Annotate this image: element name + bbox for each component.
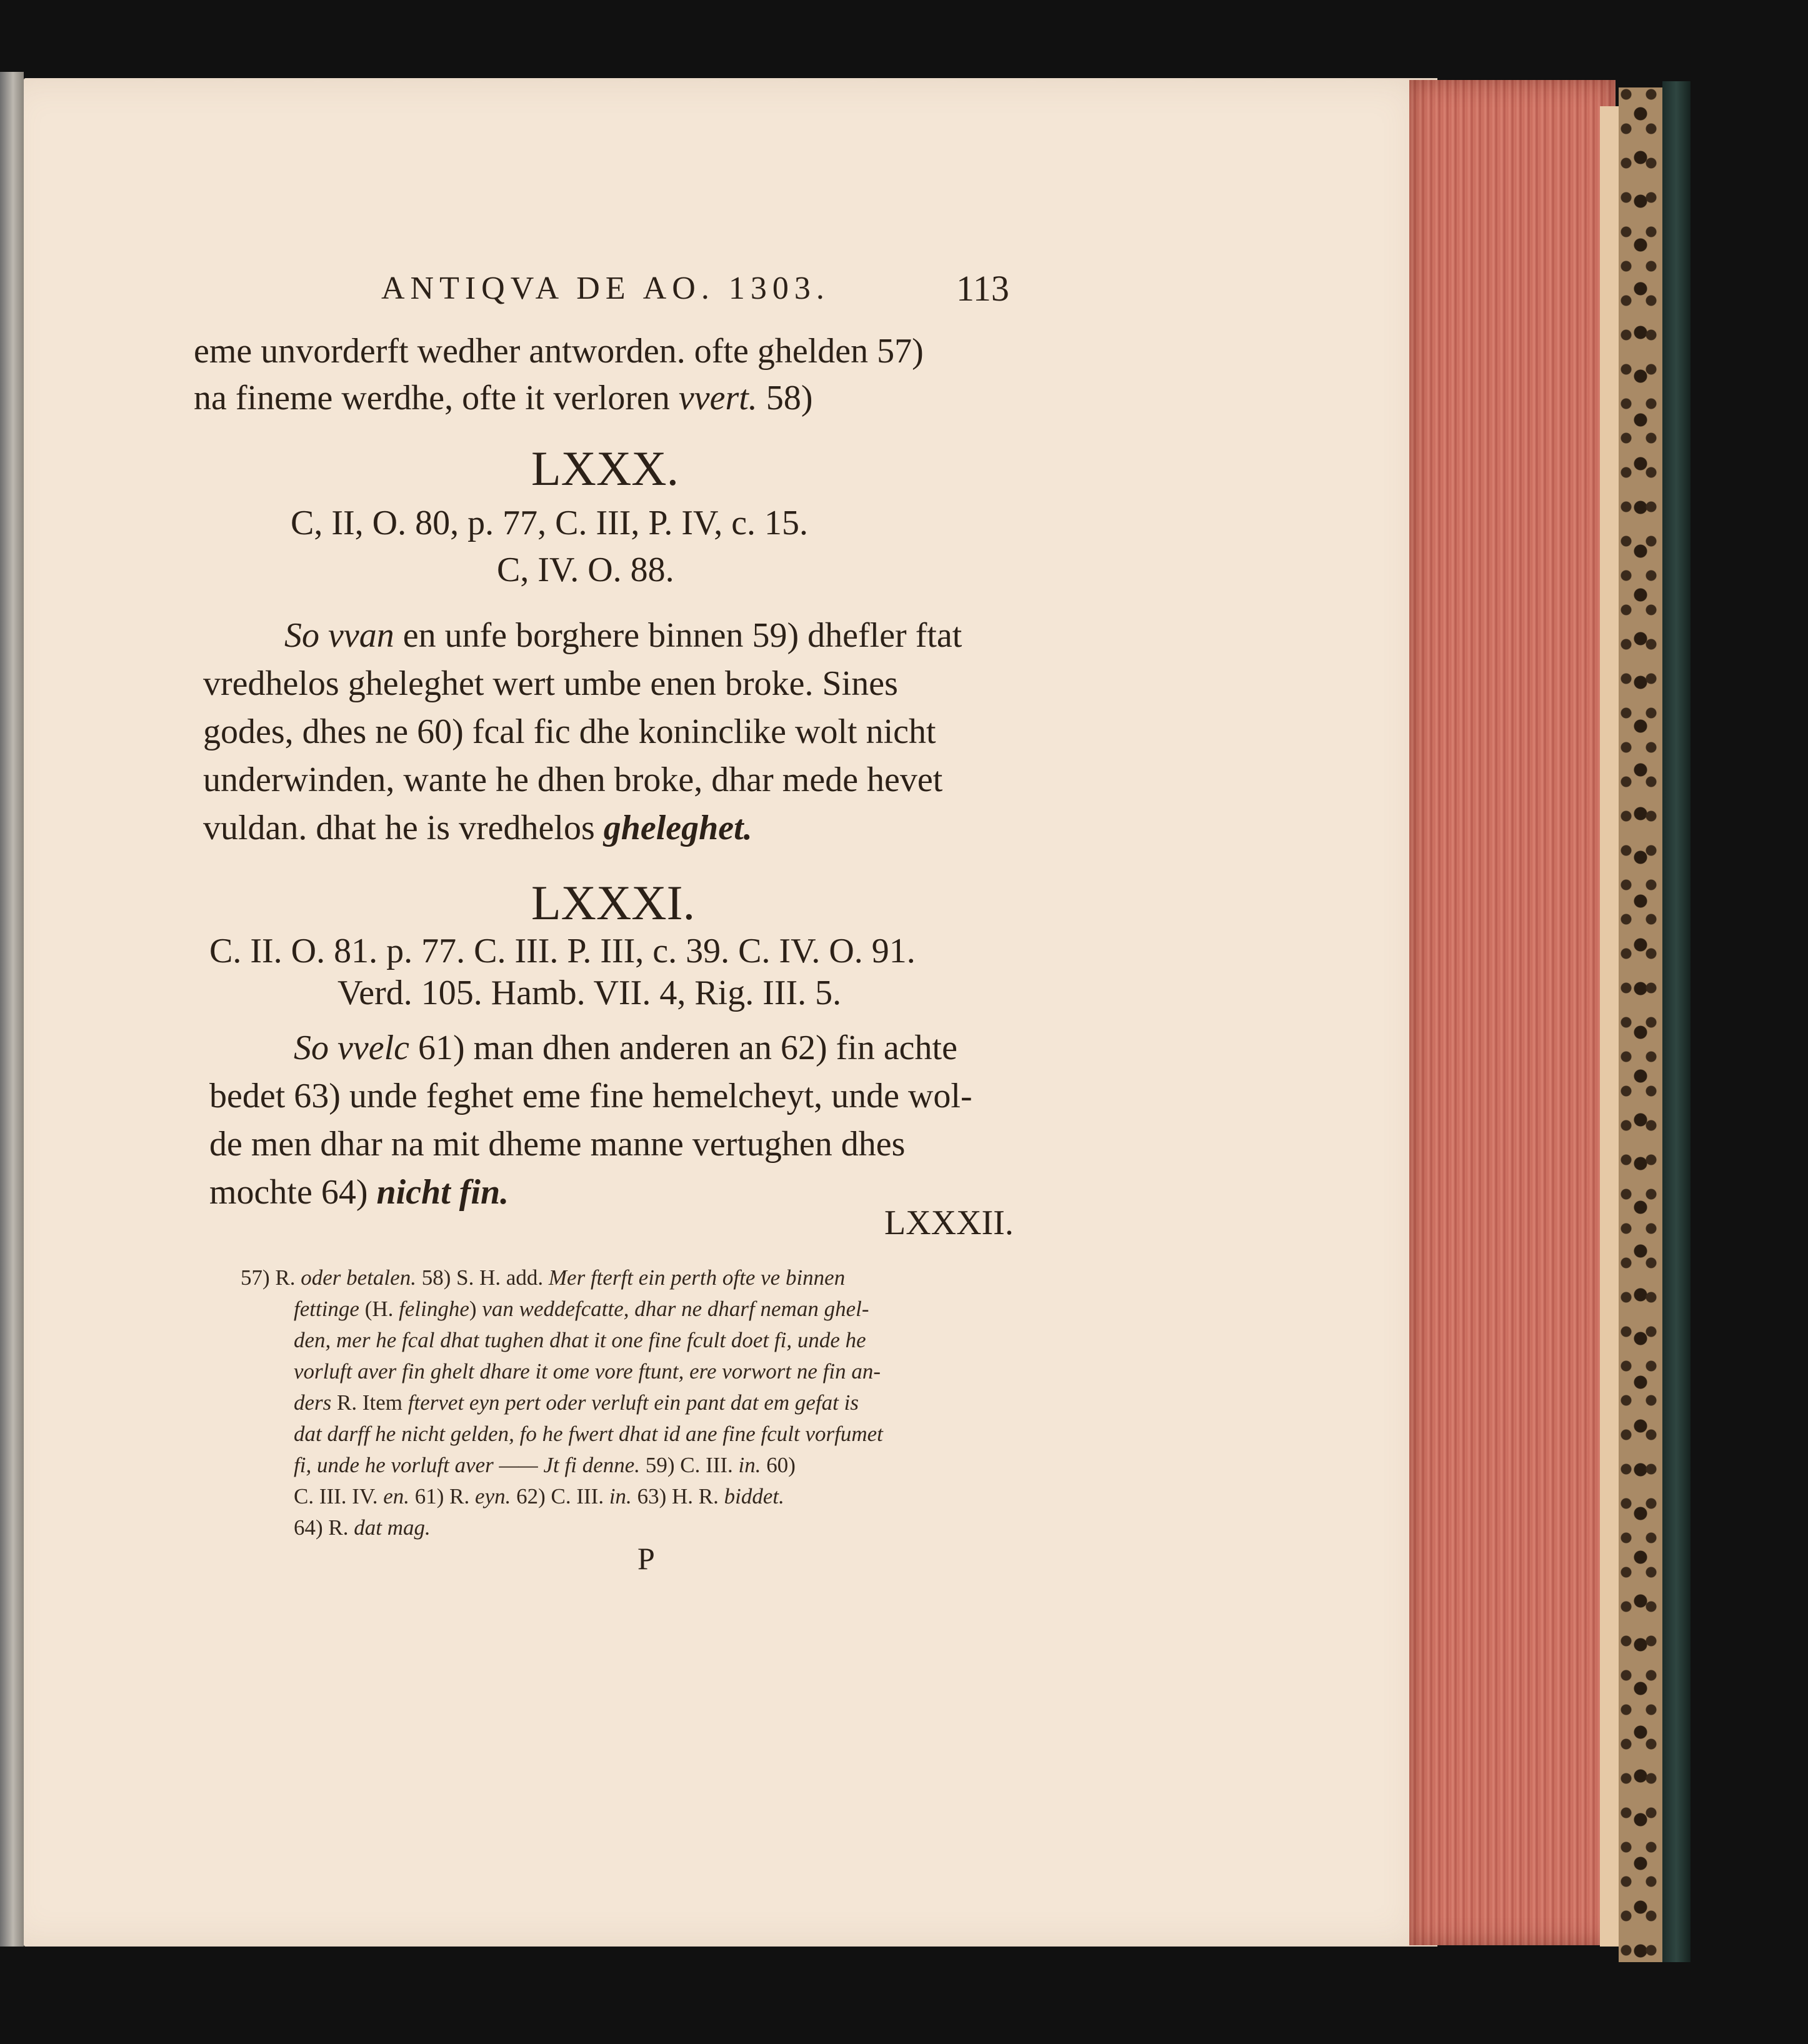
footnote-text: den, mer he fcal dhat tughen dhat it one fine fcult doet fi, unde he: [294, 1328, 866, 1352]
text-line: vredhelos gheleghet wert umbe enen broke. Sines: [203, 664, 898, 703]
footnote-text: van weddefcatte, dhar ne dharf neman ghel-: [482, 1297, 869, 1321]
footnote-text: R.: [275, 1265, 296, 1290]
footnote-number: 57): [241, 1265, 276, 1290]
text-line: So vvelc 61) man dhen anderen an 62) fin achte: [294, 1029, 957, 1067]
footnote-text: ders: [294, 1390, 332, 1415]
footnote-line: [294, 1422, 883, 1447]
footnote-text: 61) R.: [409, 1484, 476, 1508]
footnote-text: felinghe: [399, 1297, 469, 1321]
signature-mark: P: [637, 1541, 655, 1576]
footnote-line: [294, 1390, 859, 1415]
footnote-text: in.: [738, 1453, 761, 1477]
footnote-line: [294, 1297, 869, 1322]
reference-line: C, II, O. 80, p. 77, C. III, P. IV, c. 15.: [291, 504, 809, 542]
footnote-text: biddet.: [724, 1484, 784, 1508]
footnote-text: C. III. IV.: [294, 1484, 384, 1508]
footnote-text: in.: [609, 1484, 632, 1508]
footnote-line: [294, 1453, 796, 1478]
text-line: de men dhar na mit dheme manne vertughen dhes: [209, 1125, 906, 1164]
footnote-line: [294, 1515, 431, 1540]
footnote-text: Mer fterft ein perth ofte ve binnen: [543, 1265, 846, 1290]
footnote-line: [294, 1328, 866, 1353]
footnote-text: R. Item: [331, 1390, 408, 1415]
reference-line: C. II. O. 81. p. 77. C. III. P. III, c. 39. C. IV. O. 91.: [209, 932, 916, 970]
footnote-text: 64) R.: [294, 1515, 354, 1540]
footnote-text: 63) H. R.: [631, 1484, 724, 1508]
footnote-text: dat darff he nicht gelden, fo he fwert dhat id ane fine fcult vorfumet: [294, 1422, 883, 1446]
footnote-text: vorluft aver fin ghelt dhare it ome vore ftunt, ere vorwort ne fin an-: [294, 1359, 881, 1383]
text-line: vuldan. dhat he is vredhelos gheleghet.: [203, 809, 752, 847]
reference-line: Verd. 105. Hamb. VII. 4, Rig. III. 5.: [337, 974, 842, 1012]
footnote-text: 58) S. H. add.: [416, 1265, 544, 1290]
footnote-text: dat mag.: [354, 1515, 431, 1540]
footnote-text: oder betalen.: [295, 1265, 416, 1290]
running-title: ANTIQVA DE AO. 1303.: [381, 271, 830, 306]
footnote-line: [294, 1359, 881, 1384]
text-line: na fineme werdhe, ofte it verloren vvert. 58): [194, 379, 813, 417]
section-heading: LXXXI.: [531, 875, 696, 930]
page-number: 113: [956, 268, 1009, 309]
footnote-text: en.: [383, 1484, 410, 1508]
footnote-line: [294, 1484, 784, 1509]
text-line: bedet 63) unde feghet eme fine hemelcheyt, unde wol-: [209, 1077, 972, 1115]
footnote-line: [241, 1265, 845, 1290]
footnote-text: 62) C. III.: [511, 1484, 609, 1508]
footnote-text: ): [469, 1297, 482, 1321]
reference-line: C, IV. O. 88.: [497, 551, 674, 589]
text-line: godes, dhes ne 60) fcal fic dhe koninclike wolt nicht: [203, 712, 936, 751]
text-line: underwinden, wante he dhen broke, dhar mede hevet: [203, 760, 943, 799]
section-heading: LXXX.: [531, 441, 679, 496]
footnote-text: fi, unde he vorluft aver —— Jt fi denne.: [294, 1453, 641, 1477]
text-line: So vvan en unfe borghere binnen 59) dhefler ftat: [284, 616, 962, 655]
catchword: LXXXII.: [884, 1204, 1014, 1242]
footnote-text: 59) C. III.: [640, 1453, 739, 1477]
footnote-text: fettinge: [294, 1297, 359, 1321]
footnote-text: ftervet eyn pert oder verluft ein pant dat em gefat is: [407, 1390, 859, 1415]
text-line: mochte 64) nicht fin.: [209, 1173, 509, 1212]
footnote-text: eyn.: [475, 1484, 511, 1508]
footnote-text: (H.: [359, 1297, 399, 1321]
text-line: eme unvorderft wedher antworden. ofte ghelden 57): [194, 332, 924, 371]
footnote-text: 60): [761, 1453, 796, 1477]
